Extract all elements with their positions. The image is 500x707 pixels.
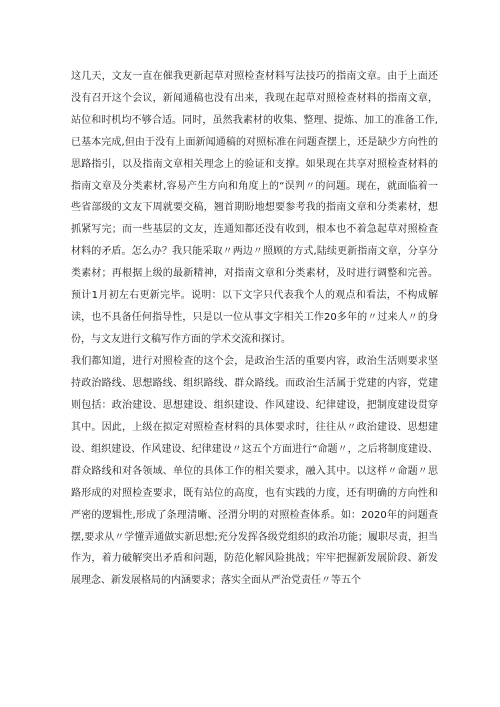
document-body [71,66,438,592]
paragraph-political-life: 我们都知道，进行对照检查的这个会，是政治生活的重要内容，政治生活则要求坚持政治路线、思想路线、组织路线、群众路线。而政治生活属于党建的内容，党建则包括：政治建设、思想建设、组织建设、作风建设、纪律建设，把制度建设贯穿其中。因此，上级在拟定对照检查材料的具体要求时，往往从〃政治建设、思想建设、组织建设、作风建设、纪律建设〃这五个方面进行“命题〃，之后将制度建设、群众路线和对各领域、单位的具体工作的相关要求，融入其中。以这样〃命题〃思路形成的对照检查要求，既有站位的高度，也有实践的力度，还有明确的方向性和严密的逻辑性,形成了条理清晰、泾渭分明的对照检查体系。如：2020年的问题查摆,要求从〃学懂弄通做实新思想;充分发挥各级党组织的政治功能；履职尽责，担当作为，着力破解突出矛盾和问题，防范化解风险挑战；牢牢把握新发展阶段、新发展理念、新发展格局的内涵要求；落实全面从严治党责任〃等五个 [71,356,438,587]
paragraph-intro: 这几天，文友一直在催我更新起草对照检查材料写法技巧的指南文章。由于上面还没有召开这个会议，新闻通稿也没有出来，我现在起草对照检查材料的指南文章，站位和时机均不够合适。同时，虽然我素材的收集、整理、提炼、加工的准备工作,已基本完成,但由于没有上面新闻通稿的对照标准在问题查摆上，还是缺少方向性的思路指引，以及指南文章相关理念上的验证和支撑。如果现在共享对照检查材料的指南文章及分类素材,容易产生方向和角度上的“误判〃的问题。现在，就面临着一些省部级的文友下周就要交稿，翘首期盼地想要参考我的指南文章和分类素材，想抓紧写完；而一些基层的文友，连通知都还没有收到，根本也不着急起草对照检查材料的矛盾。怎么办？我只能采取〃两边〃照顾的方式,陆续更新指南文章，分享分类素材；再根据上级的最新精神，对指南文章和分类素材，及时进行调整和完善。预计1月初左右更新完毕。说明：以下文字只代表我个人的观点和看法，不构成解读，也不具备任何指导性，只是以一位从事文字相关工作20多年的〃过来人〃的身份，与文友进行文稿写作方面的学术交流和探讨。 [71,71,438,345]
